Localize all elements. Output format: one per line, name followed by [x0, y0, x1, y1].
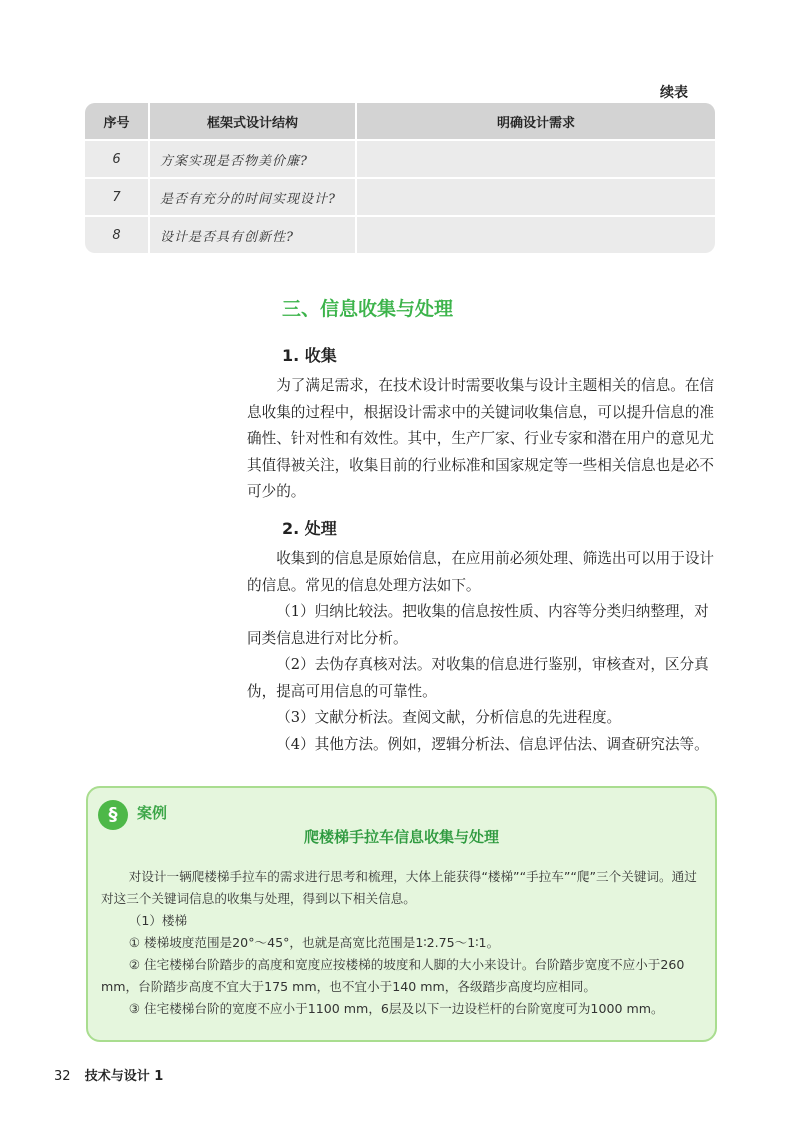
table-row [85, 216, 715, 253]
table-row [85, 140, 715, 178]
table-header-row [85, 103, 715, 140]
method-item: （2）去伪存真核对法。对收集的信息进行鉴别，审核查对，区分真伪，提高可用信息的可靠性。 [247, 656, 709, 700]
book-title: 技术与设计 1 [84, 1069, 164, 1084]
collect-text: 为了满足需求，在技术设计时需要收集与设计主题相关的信息。在信息收集的过程中，根据设计需求中的关键词收集信息，可以提升信息的准确性、针对性和有效性。其中，生产厂家、行业专家和潜在用户的意见尤其值得被关注，收集目前的行业标准和国家规定等一些相关信息也是必不可少的。 [247, 377, 715, 500]
collect-paragraph [247, 373, 717, 506]
table-row [85, 178, 715, 216]
case-item: ② 住宅楼梯台阶踏步的高度和宽度应按楼梯的坡度和人脚的大小来设计。台阶踏步宽度不应小于260 mm，台阶踏步高度不宜大于175 mm，也不宜小于140 mm，各级踏步高度均应相同。 [101, 957, 685, 994]
case-body [101, 866, 705, 1020]
method-item: （1）归纳比较法。把收集的信息按性质、内容等分类归纳整理，对同类信息进行对比分析。 [247, 603, 709, 647]
case-item: ③ 住宅楼梯台阶的宽度不应小于1100 mm，6层及以下一边设栏杆的台阶宽度可为1000 mm。 [128, 1001, 664, 1016]
process-paragraph [247, 546, 717, 758]
page-footer [54, 1065, 163, 1084]
subsection-collect-title: 1. 收集 [282, 346, 337, 365]
row-need [356, 140, 715, 178]
case-intro: 对设计一辆爬楼梯手拉车的需求进行思考和梳理，大体上能获得“楼梯”“手拉车”“爬”三个关键词。通过对这三个关键词信息的收集与处理，得到以下相关信息。 [101, 869, 697, 906]
row-frame: 设计是否具有创新性? [149, 216, 356, 253]
subsection-process-title: 2. 处理 [282, 519, 337, 538]
row-frame: 方案实现是否物美价廉? [149, 140, 356, 178]
header-index: 序号 [85, 103, 149, 140]
continued-label: 续表 [660, 85, 688, 101]
case-icon: § [98, 800, 128, 830]
row-index: 8 [85, 216, 149, 253]
row-frame: 是否有充分的时间实现设计? [149, 178, 356, 216]
process-text: 收集到的信息是原始信息，在应用前必须处理、筛选出可以用于设计的信息。常见的信息处理方法如下。 [247, 550, 715, 594]
page-number: 32 [54, 1069, 71, 1084]
case-title: 爬楼梯手拉车信息收集与处理 [303, 828, 499, 846]
case-box [86, 786, 717, 1042]
design-table [85, 103, 715, 253]
row-need [356, 216, 715, 253]
header-frame: 框架式设计结构 [149, 103, 356, 140]
row-index: 7 [85, 178, 149, 216]
method-item: （4）其他方法。例如，逻辑分析法、信息评估法、调查研究法等。 [276, 735, 709, 753]
case-label: 案例 [137, 804, 168, 822]
header-need: 明确设计需求 [356, 103, 715, 140]
section-title: 三、信息收集与处理 [282, 298, 454, 320]
method-item: （3）文献分析法。查阅文献，分析信息的先进程度。 [276, 709, 622, 726]
case-item: ① 楼梯坡度范围是20°～45°，也就是高宽比范围是1∶2.75～1∶1。 [128, 935, 500, 950]
row-need [356, 178, 715, 216]
row-index: 6 [85, 140, 149, 178]
case-item-head: （1）楼梯 [128, 913, 188, 928]
